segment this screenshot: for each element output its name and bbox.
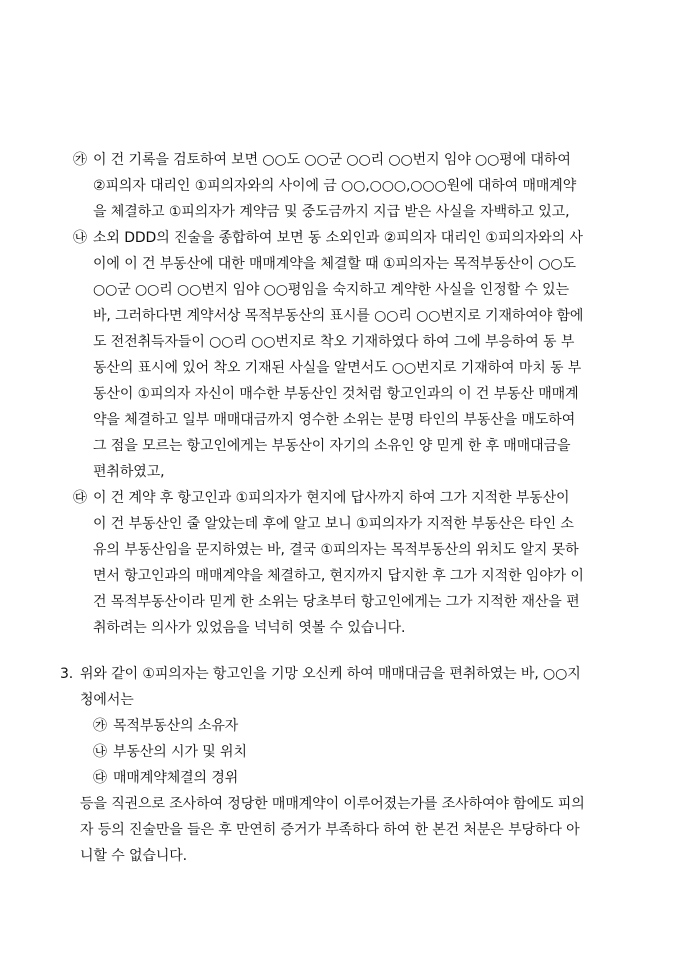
clause-ga-marker: ㉮: [73, 152, 87, 168]
clause-na-line: 동산이 ①피의자 자신이 매수한 부동산인 것처럼 항고인과의 이 건 부동산 매매계: [93, 386, 579, 402]
clause-ga-line: 을 체결하고 ①피의자가 계약금 및 중도금까지 지급 받은 사실을 자백하고 있고,: [93, 204, 570, 220]
clause-na-line: ○○군 ○○리 ○○번지 임야 ○○평임을 숙지하고 계약한 사실을 인정할 수 있는: [93, 282, 570, 298]
clause-da-line: 유의 부동산임을 문지하였는 바, 결국 ①피의자는 목적부동산의 위치도 알지 못하: [93, 542, 579, 558]
clause-da-line: 건 목적부동산이라 믿게 한 소위는 당초부터 항고인에게는 그가 지적한 재산을 편: [93, 594, 580, 610]
clause-na-line: 소외 DDD의 진술을 종합하여 보면 동 소외인과 ②피의자 대리인 ①피의자와의 사: [93, 230, 583, 246]
clause-da-line: 이 건 계약 후 항고인과 ①피의자가 현지에 답사까지 하여 그가 지적한 부동산이: [93, 490, 570, 506]
section-3-number: 3.: [60, 666, 74, 682]
section-3-closing-line: 자 등의 진술만을 들은 후 만연히 증거가 부족하다 하여 한 본건 처분은 부당하다 아: [80, 822, 580, 838]
clause-na-line: 그 점을 모르는 항고인에게는 부동산이 자기의 소유인 양 믿게 한 후 매매대금을: [93, 438, 571, 454]
clause-ga-line: 이 건 기록을 검토하여 보면 ○○도 ○○군 ○○리 ○○번지 임야 ○○평에 대하여: [93, 152, 571, 168]
section-3-item-text: 부동산의 시가 및 위치: [113, 744, 247, 760]
clause-na-line: 편취하였고,: [93, 464, 165, 480]
section-3-closing-line: 니할 수 없습니다.: [80, 848, 188, 864]
clause-na-line: 이에 이 건 부동산에 대한 매매계약을 체결할 때 ①피의자는 목적부동산이 ○○도: [93, 256, 576, 272]
clause-na-marker: ㉯: [73, 230, 87, 246]
section-3-item-text: 매매계약체결의 경위: [113, 770, 239, 786]
section-3-item-marker: ㉯: [93, 744, 107, 760]
clause-da-line: 취하려는 의사가 있었음을 넉넉히 엿볼 수 있습니다.: [93, 620, 406, 636]
clause-na-line: 도 전전취득자들이 ○○리 ○○번지로 착오 기재하였다 하여 그에 부응하여 동 부: [93, 334, 575, 350]
clause-ga-line: ②피의자 대리인 ①피의자와의 사이에 금 ○○,○○○,○○○원에 대하여 매매계약: [93, 178, 577, 194]
clause-na-line: 바, 그러하다면 계약서상 목적부동산의 표시를 ○○리 ○○번지로 기재하여야 함에: [93, 308, 584, 324]
clause-da-line: 면서 항고인과의 매매계약을 체결하고, 현지까지 답지한 후 그가 지적한 임야가 이: [93, 568, 584, 584]
section-3-closing-line: 등을 직권으로 조사하여 정당한 매매계약이 이루어졌는가를 조사하여야 함에도 피의: [80, 796, 585, 812]
section-3-item-text: 목적부동산의 소유자: [113, 718, 239, 734]
section-3-line: 위와 같이 ①피의자는 항고인을 기망 오신케 하여 매매대금을 편취하였는 바, ○○지: [80, 666, 581, 682]
clause-da-line: 이 건 부동산인 줄 알았는데 후에 알고 보니 ①피의자가 지적한 부동산은 타인 소: [93, 516, 574, 532]
section-3-line: 청에서는: [80, 692, 134, 708]
clause-na-line: 약을 체결하고 일부 매매대금까지 영수한 소위는 분명 타인의 부동산을 매도하여: [93, 412, 576, 428]
clause-da-marker: ㉰: [73, 490, 87, 506]
section-3-item-marker: ㉰: [93, 770, 107, 786]
clause-na-line: 동산의 표시에 있어 착오 기재된 사실을 알면서도 ○○번지로 기재하여 마치 동 부: [93, 360, 582, 376]
section-3-item-marker: ㉮: [93, 718, 107, 734]
